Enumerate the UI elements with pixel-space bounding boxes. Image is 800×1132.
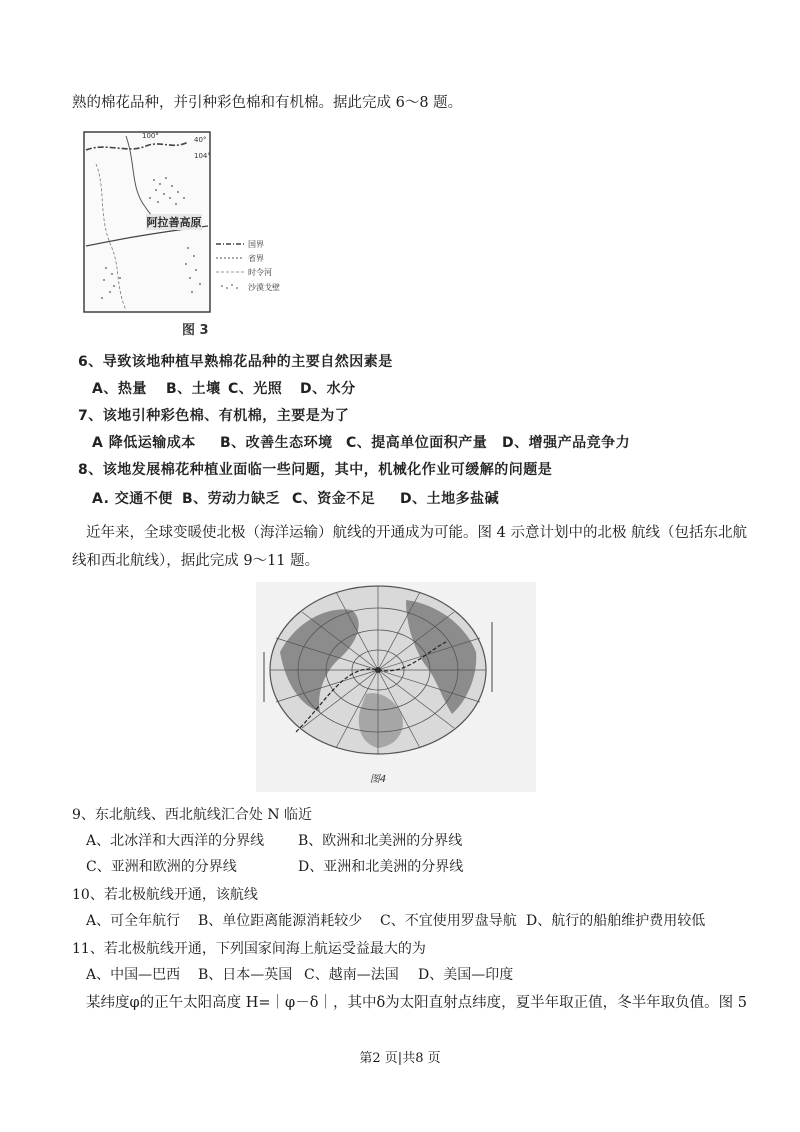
figure-3-caption: 图 3 — [182, 323, 209, 338]
legend-province: 省界 — [248, 254, 264, 263]
q9-option-d: D、亚洲和北美洲的分界线 — [298, 859, 464, 875]
map-legend — [216, 240, 280, 292]
paragraph-2-line-2: 线和西北航线），据此完成 9～11 题。 — [72, 553, 320, 569]
question-9-stem: 9、东北航线、西北航线汇合处 N 临近 — [72, 807, 313, 823]
question-7-stem: 7、该地引种彩色棉、有机棉，主要是为了 — [78, 408, 350, 424]
q10-option-d: D、航行的船舶维护费用较低 — [526, 913, 706, 929]
figure-3-map — [76, 128, 316, 343]
lon-label-right: 104° — [194, 152, 211, 160]
q7-option-d: D、增强产品竞争力 — [502, 435, 631, 451]
q8-option-c: C、资金不足 — [292, 491, 376, 507]
page-footer: 第2 页|共8 页 — [359, 1051, 441, 1066]
q11-option-b: B、日本—英国 — [198, 967, 293, 983]
figure-3-svg — [76, 128, 316, 343]
q10-option-b: B、单位距离能源消耗较少 — [198, 913, 363, 929]
question-10-stem: 10、若北极航线开通，该航线 — [72, 887, 258, 903]
q6-option-a: A、热量 — [92, 381, 147, 397]
question-11-stem: 11、若北极航线开通，下列国家间海上航运受益最大的为 — [72, 941, 426, 957]
q6-option-d: D、水分 — [300, 381, 356, 397]
paragraph-3: 某纬度φ的正午太阳高度 H=｜φ－δ｜，其中δ为太阳直射点纬度，夏半年取正值，冬半年取负值。图 5 — [86, 995, 747, 1011]
region-label: 阿拉善高原 — [146, 216, 202, 229]
q7-option-a: A 降低运输成本 — [92, 435, 196, 451]
figure-4-map — [256, 582, 536, 792]
q10-option-c: C、不宜使用罗盘导航 — [380, 913, 517, 929]
q8-option-a: A. 交通不便 — [92, 491, 173, 507]
q7-option-c: C、提高单位面积产量 — [346, 435, 488, 451]
question-6-stem: 6、导致该地种植早熟棉花品种的主要自然因素是 — [78, 354, 393, 370]
question-8-stem: 8、该地发展棉花种植业面临一些问题，其中，机械化作业可缓解的问题是 — [78, 462, 553, 478]
q6-option-b: B、土壤 — [166, 381, 221, 397]
legend-desert: 沙漠戈壁 — [248, 283, 280, 292]
q6-option-c: C、光照 — [228, 381, 283, 397]
intro-line: 熟的棉花品种，并引种彩色棉和有机棉。据此完成 6～8 题。 — [72, 95, 463, 111]
q7-option-b: B、改善生态环境 — [220, 435, 333, 451]
q9-option-c: C、亚洲和欧洲的分界线 — [86, 859, 237, 875]
figure-4-svg — [256, 582, 536, 792]
q9-option-a: A、北冰洋和大西洋的分界线 — [86, 833, 265, 849]
lat-label-right: 40° — [194, 136, 207, 144]
q9-option-b: B、欧洲和北美洲的分界线 — [298, 833, 463, 849]
q8-option-d: D、土地多盐碱 — [400, 491, 500, 507]
legend-river: 时令河 — [248, 268, 272, 277]
q11-option-a: A、中国—巴西 — [86, 967, 181, 983]
q11-option-d: D、美国—印度 — [418, 967, 514, 983]
paragraph-2-line-1: 近年来，全球变暖使北极（海洋运输）航线的开通成为可能。图 4 示意计划中的北极 航线（包括东北航 — [86, 525, 748, 541]
q8-option-b: B、劳动力缺乏 — [182, 491, 281, 507]
q10-option-a: A、可全年航行 — [86, 913, 181, 929]
lon-label-top: 100° — [142, 132, 159, 140]
legend-national: 国界 — [248, 240, 264, 249]
figure-4-caption: 图4 — [369, 774, 387, 785]
q11-option-c: C、越南—法国 — [304, 967, 399, 983]
